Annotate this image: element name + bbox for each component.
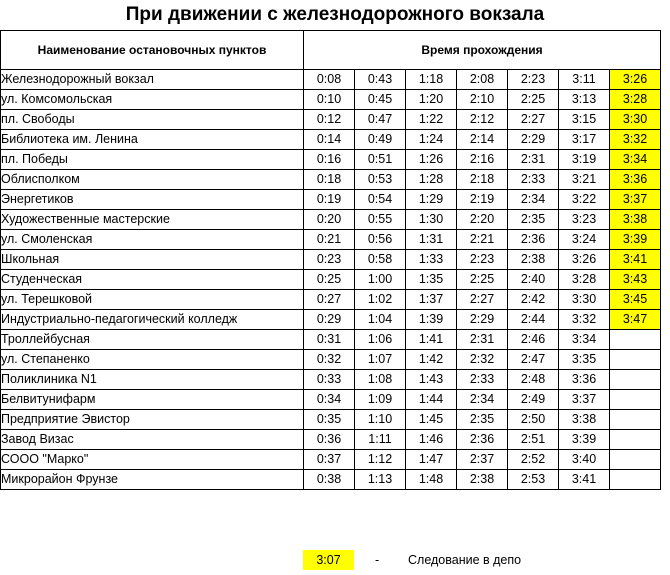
time-cell: 2:08 — [457, 70, 508, 90]
time-cell: 2:19 — [457, 190, 508, 210]
time-cell: 3:22 — [559, 190, 610, 210]
time-cell: 1:44 — [406, 390, 457, 410]
time-cell — [610, 410, 661, 430]
table-row — [1, 410, 661, 430]
time-cell: 2:27 — [508, 110, 559, 130]
time-cell: 0:23 — [304, 250, 355, 270]
time-cell: 2:34 — [508, 190, 559, 210]
time-cell: 1:09 — [355, 390, 406, 410]
time-cell: 2:38 — [508, 250, 559, 270]
time-cell: 2:44 — [508, 310, 559, 330]
time-cell: 3:41 — [559, 470, 610, 490]
time-cell: 3:45 — [610, 290, 661, 310]
stop-name: пл. Победы — [1, 150, 304, 170]
time-cell: 1:43 — [406, 370, 457, 390]
table-row — [1, 310, 661, 330]
time-cell: 2:29 — [508, 130, 559, 150]
time-cell: 1:13 — [355, 470, 406, 490]
time-cell: 2:42 — [508, 290, 559, 310]
time-cell: 2:52 — [508, 450, 559, 470]
table-header-row — [1, 31, 661, 70]
time-cell: 1:47 — [406, 450, 457, 470]
time-cell: 0:38 — [304, 470, 355, 490]
time-cell: 0:43 — [355, 70, 406, 90]
time-cell: 2:16 — [457, 150, 508, 170]
time-cell: 0:54 — [355, 190, 406, 210]
time-cell: 1:45 — [406, 410, 457, 430]
time-cell: 2:46 — [508, 330, 559, 350]
schedule-body — [1, 70, 661, 490]
time-cell: 3:37 — [610, 190, 661, 210]
time-cell: 2:25 — [508, 90, 559, 110]
legend-dash: - — [375, 553, 380, 567]
time-cell: 1:11 — [355, 430, 406, 450]
time-cell: 2:36 — [457, 430, 508, 450]
time-cell: 3:26 — [559, 250, 610, 270]
stop-name: ул. Степаненко — [1, 350, 304, 370]
table-row — [1, 110, 661, 130]
time-cell: 3:34 — [610, 150, 661, 170]
time-cell: 1:24 — [406, 130, 457, 150]
time-cell: 1:00 — [355, 270, 406, 290]
time-cell: 2:33 — [508, 170, 559, 190]
time-cell: 0:12 — [304, 110, 355, 130]
time-cell: 2:49 — [508, 390, 559, 410]
time-cell: 2:23 — [457, 250, 508, 270]
time-cell: 3:28 — [610, 90, 661, 110]
stop-column-header: Наименование остановочных пунктов — [1, 31, 304, 70]
time-cell: 3:30 — [559, 290, 610, 310]
time-cell: 3:11 — [559, 70, 610, 90]
time-cell: 3:34 — [559, 330, 610, 350]
legend-text: Следование в депо — [408, 553, 522, 567]
table-row — [1, 250, 661, 270]
time-cell: 0:14 — [304, 130, 355, 150]
time-cell: 2:25 — [457, 270, 508, 290]
time-cell — [610, 370, 661, 390]
table-row — [1, 370, 661, 390]
stop-name: Троллейбусная — [1, 330, 304, 350]
time-cell: 1:33 — [406, 250, 457, 270]
time-cell: 1:29 — [406, 190, 457, 210]
table-row — [1, 150, 661, 170]
time-cell: 3:15 — [559, 110, 610, 130]
time-cell: 1:35 — [406, 270, 457, 290]
table-row — [1, 230, 661, 250]
table-row — [1, 210, 661, 230]
time-cell: 3:39 — [559, 430, 610, 450]
table-row — [1, 190, 661, 210]
time-cell: 0:18 — [304, 170, 355, 190]
stop-name: Индустриально-педагогический колледж — [1, 310, 304, 330]
time-cell: 0:49 — [355, 130, 406, 150]
stop-name: СООО "Марко" — [1, 450, 304, 470]
time-cell: 0:45 — [355, 90, 406, 110]
time-cell: 0:25 — [304, 270, 355, 290]
time-cell: 0:37 — [304, 450, 355, 470]
time-cell: 0:16 — [304, 150, 355, 170]
time-cell — [610, 330, 661, 350]
table-row — [1, 330, 661, 350]
time-cell: 3:39 — [610, 230, 661, 250]
time-cell: 3:32 — [610, 130, 661, 150]
time-cell: 3:28 — [559, 270, 610, 290]
time-cell: 1:18 — [406, 70, 457, 90]
time-cell: 1:10 — [355, 410, 406, 430]
time-cell — [610, 450, 661, 470]
time-cell — [610, 390, 661, 410]
stop-name: пл. Свободы — [1, 110, 304, 130]
time-cell: 2:32 — [457, 350, 508, 370]
time-cell: 1:31 — [406, 230, 457, 250]
table-row — [1, 470, 661, 490]
table-row — [1, 450, 661, 470]
time-cell: 3:17 — [559, 130, 610, 150]
time-cell: 3:32 — [559, 310, 610, 330]
time-cell: 2:14 — [457, 130, 508, 150]
time-cell: 3:36 — [559, 370, 610, 390]
time-cell: 0:34 — [304, 390, 355, 410]
time-column-header: Время прохождения — [304, 31, 661, 70]
time-cell: 0:51 — [355, 150, 406, 170]
page-title: При движении с железнодорожного вокзала — [125, 4, 545, 25]
time-cell — [610, 430, 661, 450]
stop-name: Художественные мастерские — [1, 210, 304, 230]
stop-name: Белвитунифарм — [1, 390, 304, 410]
table-row — [1, 270, 661, 290]
time-cell: 1:07 — [355, 350, 406, 370]
time-cell: 0:32 — [304, 350, 355, 370]
time-cell: 3:36 — [610, 170, 661, 190]
time-cell: 3:19 — [559, 150, 610, 170]
table-row — [1, 170, 661, 190]
stop-name: ул. Смоленская — [1, 230, 304, 250]
stop-name: Железнодорожный вокзал — [1, 70, 304, 90]
time-cell: 0:19 — [304, 190, 355, 210]
time-cell: 0:56 — [355, 230, 406, 250]
table-row — [1, 70, 661, 90]
time-cell: 0:29 — [304, 310, 355, 330]
time-cell: 2:35 — [457, 410, 508, 430]
time-cell: 3:37 — [559, 390, 610, 410]
table-row — [1, 130, 661, 150]
time-cell: 2:23 — [508, 70, 559, 90]
time-cell: 2:53 — [508, 470, 559, 490]
time-cell: 1:46 — [406, 430, 457, 450]
time-cell: 2:50 — [508, 410, 559, 430]
time-cell: 3:47 — [610, 310, 661, 330]
time-cell: 3:23 — [559, 210, 610, 230]
stop-name: Микрорайон Фрунзе — [1, 470, 304, 490]
time-cell: 3:24 — [559, 230, 610, 250]
time-cell: 2:18 — [457, 170, 508, 190]
time-cell: 0:21 — [304, 230, 355, 250]
table-row — [1, 430, 661, 450]
time-cell: 2:51 — [508, 430, 559, 450]
stop-name: Библиотека им. Ленина — [1, 130, 304, 150]
time-cell: 3:38 — [610, 210, 661, 230]
stop-name: ул. Терешковой — [1, 290, 304, 310]
time-cell: 0:08 — [304, 70, 355, 90]
stop-name: ул. Комсомольская — [1, 90, 304, 110]
time-cell: 2:33 — [457, 370, 508, 390]
stop-name: Энергетиков — [1, 190, 304, 210]
time-cell: 2:38 — [457, 470, 508, 490]
time-cell: 3:43 — [610, 270, 661, 290]
time-cell: 3:35 — [559, 350, 610, 370]
time-cell: 1:39 — [406, 310, 457, 330]
time-cell: 1:12 — [355, 450, 406, 470]
time-cell: 0:33 — [304, 370, 355, 390]
time-cell: 1:06 — [355, 330, 406, 350]
table-row — [1, 390, 661, 410]
time-cell: 2:35 — [508, 210, 559, 230]
time-cell: 3:26 — [610, 70, 661, 90]
time-cell: 1:41 — [406, 330, 457, 350]
time-cell: 0:10 — [304, 90, 355, 110]
time-cell: 2:47 — [508, 350, 559, 370]
time-cell: 2:40 — [508, 270, 559, 290]
time-cell: 1:20 — [406, 90, 457, 110]
time-cell: 0:47 — [355, 110, 406, 130]
time-cell: 2:27 — [457, 290, 508, 310]
time-cell: 1:48 — [406, 470, 457, 490]
time-cell: 3:41 — [610, 250, 661, 270]
time-cell: 2:31 — [508, 150, 559, 170]
time-cell: 1:22 — [406, 110, 457, 130]
time-cell — [610, 470, 661, 490]
time-cell: 0:27 — [304, 290, 355, 310]
stop-name: Студенческая — [1, 270, 304, 290]
time-cell: 2:29 — [457, 310, 508, 330]
stop-name: Школьная — [1, 250, 304, 270]
time-cell: 1:04 — [355, 310, 406, 330]
time-cell — [610, 350, 661, 370]
time-cell: 3:13 — [559, 90, 610, 110]
time-cell: 0:55 — [355, 210, 406, 230]
time-cell: 1:08 — [355, 370, 406, 390]
time-cell: 0:58 — [355, 250, 406, 270]
time-cell: 1:37 — [406, 290, 457, 310]
time-cell: 2:20 — [457, 210, 508, 230]
schedule-table — [0, 30, 661, 490]
time-cell: 2:34 — [457, 390, 508, 410]
time-cell: 0:35 — [304, 410, 355, 430]
time-cell: 1:30 — [406, 210, 457, 230]
time-cell: 1:02 — [355, 290, 406, 310]
time-cell: 2:37 — [457, 450, 508, 470]
time-cell: 0:31 — [304, 330, 355, 350]
time-cell: 3:30 — [610, 110, 661, 130]
time-cell: 1:28 — [406, 170, 457, 190]
time-cell: 2:21 — [457, 230, 508, 250]
time-cell: 0:36 — [304, 430, 355, 450]
time-cell: 3:38 — [559, 410, 610, 430]
table-row — [1, 290, 661, 310]
time-cell: 3:40 — [559, 450, 610, 470]
time-cell: 0:53 — [355, 170, 406, 190]
table-row — [1, 90, 661, 110]
stop-name: Предприятие Эвистор — [1, 410, 304, 430]
stop-name: Облисполком — [1, 170, 304, 190]
time-cell: 1:42 — [406, 350, 457, 370]
time-cell: 2:10 — [457, 90, 508, 110]
time-cell: 0:20 — [304, 210, 355, 230]
stop-name: Поликлиника N1 — [1, 370, 304, 390]
time-cell: 3:21 — [559, 170, 610, 190]
time-cell: 2:48 — [508, 370, 559, 390]
table-row — [1, 350, 661, 370]
time-cell: 2:12 — [457, 110, 508, 130]
time-cell: 2:31 — [457, 330, 508, 350]
stop-name: Завод Визас — [1, 430, 304, 450]
time-cell: 2:36 — [508, 230, 559, 250]
time-cell: 1:26 — [406, 150, 457, 170]
legend-highlight-sample: 3:07 — [303, 550, 354, 570]
